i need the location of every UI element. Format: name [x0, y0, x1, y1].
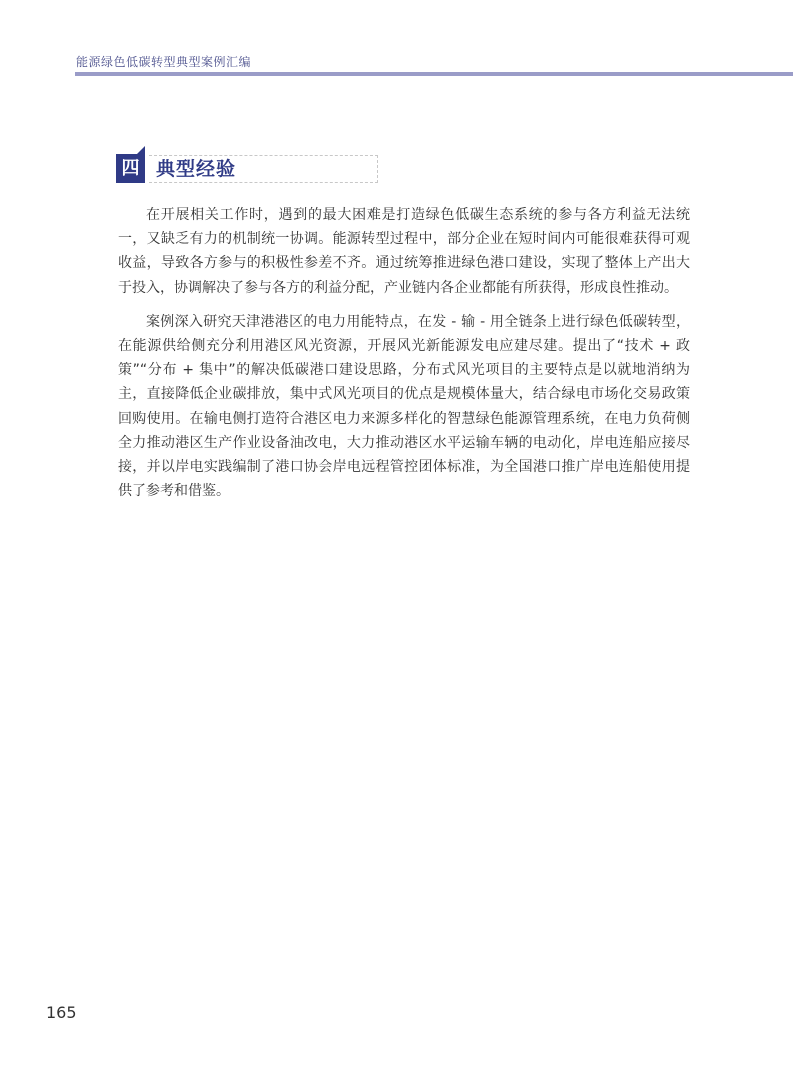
section-heading [116, 146, 379, 183]
section-number-badge: 四 [116, 154, 145, 183]
running-header-title: 能源绿色低碳转型典型案例汇编 [76, 55, 252, 69]
page-number: 165 [46, 1003, 77, 1022]
section-tab-corner [137, 146, 145, 154]
paragraph: 在开展相关工作时，遇到的最大困难是打造绿色低碳生态系统的参与各方利益无法统一，又缺乏有力的机制统一协调。能源转型过程中，部分企业在短时间内可能很难获得可观收益，导致各方参与的积极性参差不齐。通过统筹推进绿色港口建设，实现了整体上产出大于投入，协调解决了参与各方的利益分配，产业链内各企业都能有所获得，形成良性推动。 [118, 207, 690, 296]
paragraph: 案例深入研究天津港港区的电力用能特点，在发 - 输 - 用全链条上进行绿色低碳转型，在能源供给侧充分利用港区风光资源，开展风光新能源发电应建尽建。提出了“技术 + 政策”“分布 + 集中”的解决低碳港口建设思路，分布式风光项目的主要特点是以就地消纳为主，直接降低企业碳排放，集中式风光项目的优点是规模体量大，结合绿电市场化交易政策回购使用。在输电侧打造符合港区电力来源多样化的智慧绿色能源管理系统，在电力负荷侧全力推动港区生产作业设备油改电，大力推动港区水平运输车辆的电动化，岸电连船应接尽接，并以岸电实践编制了港口协会岸电远程管控团体标准，为全国港口推广岸电连船使用提供了参考和借鉴。 [118, 313, 690, 500]
section-title: 典型经验 [156, 158, 237, 180]
header-rule [75, 72, 793, 76]
body-text [118, 203, 690, 513]
